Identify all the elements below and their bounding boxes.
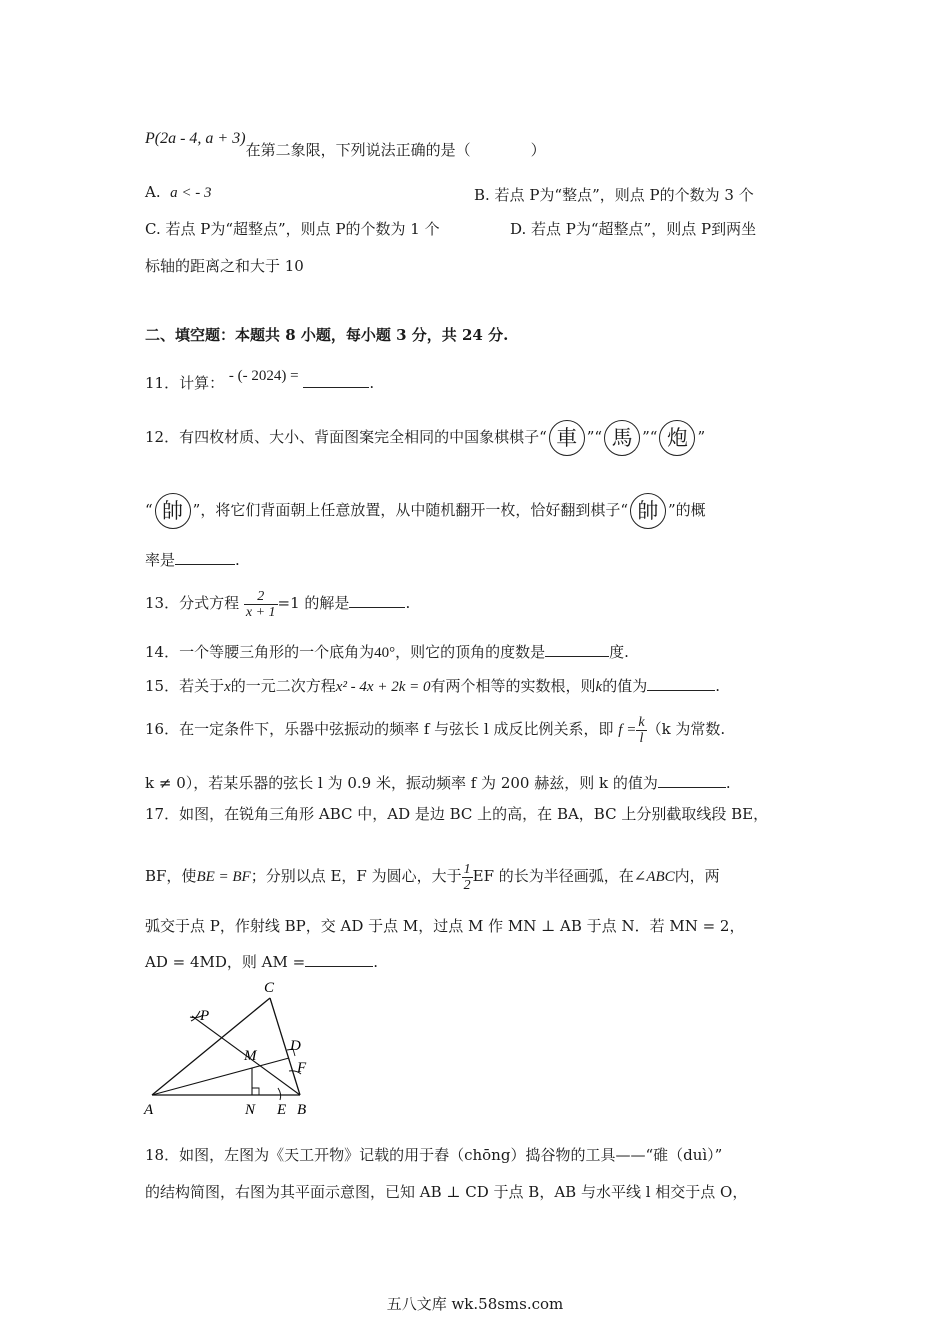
q11: 11．计算： - (- 2024) = . — [145, 368, 375, 392]
q17-line1: 17．如图，在锐角三角形 ABC 中，AD 是边 BC 上的高，在 BA，BC 上分别截取线段 BE， — [145, 805, 769, 823]
right-angle-n — [252, 1088, 259, 1095]
q17-answer-blank — [305, 952, 373, 967]
q17-line3: 弧交于点 P，作射线 BP，交 AD 于点 M，过点 M 作 MN ⊥ AB 于点 N．若 MN = 2， — [145, 917, 745, 935]
q17-half-fraction: $\frac{1}{2}$ — [463, 861, 471, 893]
q11-expr: - (- 2024) = — [228, 368, 299, 384]
q12-line2: “ 帥 ”，将它们背面朝上任意放置，从中随机翻开一枚，恰好翻到棋子“ 帥 ”的概 — [145, 490, 706, 530]
chess-piece-che: 車 — [549, 420, 585, 456]
label-c: C — [264, 980, 275, 996]
q13-answer-blank — [349, 593, 405, 608]
label-n: N — [245, 1102, 256, 1118]
q10-option-c: C. 若点 P为“超整点”，则点 P的个数为 1 个 — [145, 220, 440, 238]
q10-option-b: B. 若点 P为“整点”，则点 P的个数为 3 个 — [474, 186, 754, 204]
q13-fraction: $\frac{2}{x + 1}$ — [245, 588, 276, 620]
q11-answer-blank — [303, 373, 369, 388]
label-p: P — [200, 1008, 210, 1024]
q18-line2: 的结构简图，右图为其平面示意图，已知 AB ⊥ CD 于点 B，AB 与水平线 l 相交于点 O， — [145, 1183, 748, 1201]
label-e: E — [277, 1102, 287, 1118]
q10-option-d: D. 若点 P为“超整点”，则点 P到两坐 — [510, 220, 757, 238]
q15: 15．若关于x的一元二次方程x² - 4x + 2k = 0有两个相等的实数根，则k的值为 . — [145, 677, 720, 695]
q16-fraction: $\frac{k}{l}$ — [638, 714, 645, 746]
q16-answer-blank — [658, 773, 726, 788]
label-a: A — [144, 1102, 154, 1118]
q17-line4: AD = 4MD，则 AM = . — [145, 953, 378, 971]
q10-option-a-math: a < - 3 — [170, 185, 212, 201]
chess-piece-ma: 馬 — [604, 420, 640, 456]
q14-answer-blank — [545, 642, 609, 657]
chess-piece-pao: 炮 — [659, 420, 695, 456]
q15-equation: x² - 4x + 2k = 0 — [335, 679, 431, 695]
q13: 13．分式方程 $\frac{2}{x + 1}$ =1 的解是 . — [145, 588, 411, 620]
q10-option-d-cont: 标轴的距离之和大于 10 — [145, 257, 304, 275]
q12-line1: 12．有四枚材质、大小、背面图案完全相同的中国象棋棋子“ 車 ”“ 馬 ”“ 炮 ” — [145, 417, 705, 457]
q10-point-expr: P(2a - 4, a + 3) — [145, 130, 246, 147]
q14: 14．一个等腰三角形的一个底角为40°，则它的顶角的度数是 度. — [145, 643, 629, 661]
q18-line1: 18．如图，左图为《天工开物》记载的用于舂（chōng）捣谷物的工具——“碓（duì）” — [145, 1146, 723, 1164]
q12-answer-blank — [175, 550, 235, 565]
q16-line1: 16．在一定条件下，乐器中弦振动的频率 f 与弦长 l 成反比例关系，即 f = $\frac{k}{l}$ （k 为常数. — [145, 714, 726, 746]
q17-line2: BF，使BE = BF；分别以点 E，F 为圆心，大于 $\frac{1}{2}$ EF 的长为半径画弧，在∠ABC内，两 — [145, 861, 720, 893]
chess-piece-shuai: 帥 — [155, 493, 191, 529]
q10-stem-line — [145, 129, 546, 160]
q16-line2: k ≠ 0），若某乐器的弦长 l 为 0.9 米，振动频率 f 为 200 赫兹，则 k 的值为 . — [145, 774, 731, 792]
label-b: B — [297, 1102, 307, 1118]
q10-stem: 在第二象限，下列说法正确的是（ ） — [245, 141, 546, 159]
footer-watermark: 五八文库 wk.58sms.com — [386, 1295, 564, 1313]
q10-option-a: A. a < - 3 — [145, 183, 212, 201]
label-f: F — [297, 1060, 307, 1076]
section-heading: 二、填空题：本题共 8 小题，每小题 3 分，共 24 分. — [145, 326, 509, 344]
chess-piece-shuai-2: 帥 — [630, 493, 666, 529]
arc-mark-e — [278, 1088, 281, 1100]
q17-eq-be-bf: BE = BF — [196, 869, 251, 885]
q12-line3: 率是 . — [145, 551, 240, 569]
label-m: M — [244, 1048, 257, 1064]
altitude-ad — [152, 1058, 289, 1095]
q17-figure — [140, 980, 340, 1120]
label-d: D — [290, 1038, 301, 1054]
q15-answer-blank — [647, 676, 715, 691]
